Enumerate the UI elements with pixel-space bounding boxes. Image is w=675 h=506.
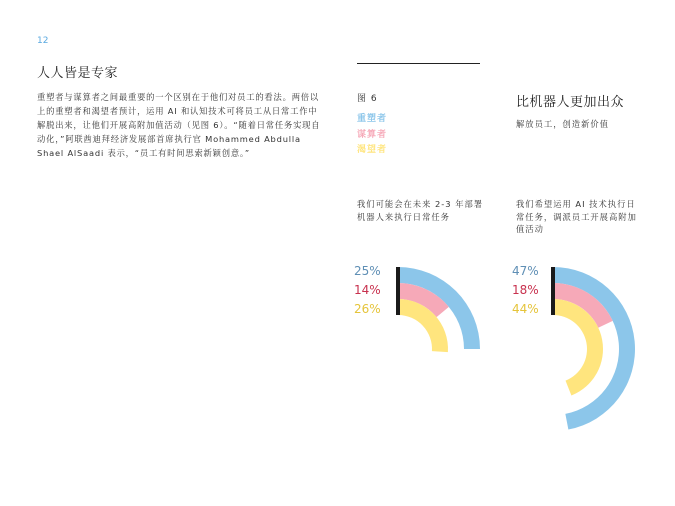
value-label-aspirants: 44% [512,302,539,316]
radial-axis-marker [396,267,400,315]
right-subtitle: 解放员工，创造新价值 [516,119,609,129]
value-label-calculators: 18% [512,283,539,297]
figure-label: 图 6 [357,94,378,104]
page-number: 12 [37,36,49,46]
value-label-reinventors: 47% [512,264,539,278]
body-paragraph-text: 重塑者与谋算者之间最重要的一个区别在于他们对员工的看法。两倍以上的重塑者和渴望者预计，运用 AI 和认知技术可将员工从日常工作中解脱出来，让他们开展高附加值活动（见图 6）。“随着日常任务实现自动化，”阿联酋迪拜经济发展部首席执行官 Mohammed Abdulla Shael AlSaadi 表示，“员工有时间思索新颖创意。” [37,92,321,158]
chart-caption-left: 我们可能会在未来 2-3 年部署机器人来执行日常任务 [357,199,484,222]
value-label-reinventors: 25% [354,264,381,278]
value-label-aspirants: 26% [354,302,381,316]
value-label-calculators: 14% [354,283,381,297]
legend-item-aspirants: 渴望者 [357,145,388,155]
legend-item-reinventors: 重塑者 [357,114,388,124]
section-title: 人人皆是专家 [37,66,119,81]
radial-axis-marker [551,267,555,315]
legend-item-calculators: 谋算者 [357,130,388,140]
chart-caption-right: 我们希望运用 AI 技术执行日常任务，调派员工开展高附加值活动 [516,199,637,234]
right-title: 比机器人更加出众 [516,95,625,110]
